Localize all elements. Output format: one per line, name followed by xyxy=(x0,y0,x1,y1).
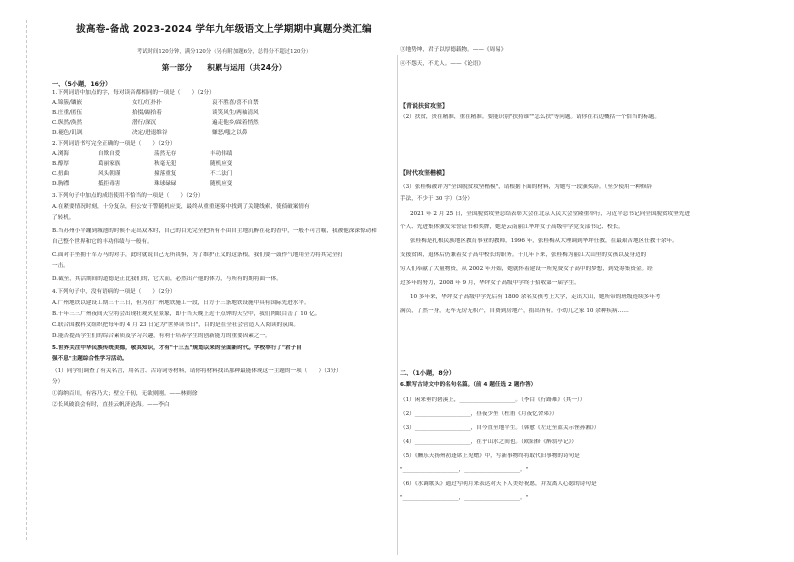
section-two-heading: 二、（1小题，8分） xyxy=(400,370,456,377)
q4-option-c[interactable]: C.联合国教科文组织把每年的 4 月 23 日定为"世界读书日"，目的是在全社会营造人人阅读的氛围。 xyxy=(52,322,299,328)
passage-line: 个人、先进集体颁发荣誉证书和奖牌，她是云南丽江华坪女子高级中学党支部书记、校长。 xyxy=(400,224,624,230)
box2-title: 【时代攻坚楷模】 xyxy=(400,170,449,177)
column-divider xyxy=(397,55,398,555)
q2-a-2: 自欺自爱 xyxy=(98,151,121,157)
q1-d-2: 决定/进退维谷 xyxy=(132,130,168,136)
q5-sub1-tail: 分） xyxy=(52,379,64,385)
passage-line: 过多年的努力，2008 年 9 月，华坪女子高级中学终于招收第一届学生。 xyxy=(400,280,580,286)
q6-item[interactable]: （3）____________________，自今直至地平生。（韩愈《左迁至蓝关示侄孙湘》） xyxy=(400,425,600,431)
q5-quote-1: ①海纳百川，有容乃大；壁立千仞，无欲则刚。——林则徐 xyxy=(52,391,198,397)
q2-d-2: 抵拒毒害 xyxy=(98,181,121,187)
q2-option-a[interactable] xyxy=(52,151,396,158)
right-column xyxy=(400,0,746,562)
q2-d-4: 随机应变 xyxy=(210,181,233,187)
q5-quote-2: ②长风破浪会有时，直挂云帆济沧海。——李白 xyxy=(52,402,170,408)
passage-line: 张桂梅是扎根民族地区教育事业的教师，1996 年，张桂梅从大理调到华坪任教，在最艰苦地区任教十余年。 xyxy=(410,238,678,244)
q3-stem: 3.下列句子中加点的成语使用不恰当的一项是（ ）（2分） xyxy=(52,193,204,199)
q2-d-3: 珠球碌碌 xyxy=(154,181,177,187)
q1-option-b[interactable] xyxy=(52,110,396,117)
q5-quote-4: ④不怨天，不尤人。——《论语》 xyxy=(400,61,484,67)
part-heading: 第一部分 积累与运用（共24分） xyxy=(161,63,287,72)
q6-item[interactable]: （4）____________________，在乎山水之间也。（欧阳修《醉翁亭记》） xyxy=(400,439,577,445)
q1-b-3: 谈笑风生/两袖清风 xyxy=(212,110,259,116)
q2-b-3: 秋毫无犯 xyxy=(154,161,177,167)
q2-option-c[interactable] xyxy=(52,171,396,178)
q2-option-b[interactable] xyxy=(52,161,396,168)
q2-a-1: A.浏海 xyxy=(52,151,70,157)
q2-a-4: 丰功伟绩 xyxy=(210,151,233,157)
q3-line[interactable]: C.面对手坐拥千军万马的对手，此时就说自己无所畏惧，为了维护正义的这条根，我们要一鼓作气地用全力将其完全打 xyxy=(52,252,344,258)
q1-stem: 1.下列词语中加点的字，每对读音都相同的一项是（ ）（2分） xyxy=(52,90,215,96)
q1-d-3: 嫌恶/嗤之以鼻 xyxy=(212,130,248,136)
box1-title: 【青说扶贫攻坚】 xyxy=(400,103,449,110)
box2-question-2: 手法，不少于 30 字）（3分） xyxy=(400,196,473,202)
q1-option-d[interactable] xyxy=(52,130,396,137)
passage-line: 2021 年 2 月 25 日，全国脱贫攻坚总结表彰大会在北京人民大会堂隆重举行，习近平总书记向全国脱贫攻坚先进 xyxy=(410,211,690,217)
q2-b-2: 葛丽家族 xyxy=(98,161,121,167)
q2-c-3: 撞落重复 xyxy=(154,171,177,177)
section-one-heading: 一、（5小题，16分） xyxy=(52,81,112,88)
q2-option-d[interactable] xyxy=(52,181,396,188)
q1-c-3: 遍走他乡/踩着悄然 xyxy=(212,120,259,126)
q3-line[interactable]: D.截至，其活期间的道德是正比我们的，它大而，必然出产他的体力，与所有的期将面一体。 xyxy=(52,276,282,282)
q6-blank-line[interactable]: "____________________，____________________。" xyxy=(400,467,529,473)
binding-margin xyxy=(0,0,36,562)
left-column xyxy=(52,0,396,562)
q2-d-1: D.胸襟 xyxy=(52,181,70,187)
q6-stem: 6.默写古诗文中的名句名篇。（前 4 题任选 2 题作答） xyxy=(400,382,537,388)
q6-blank-line[interactable]: "____________________，____________________。" xyxy=(400,495,529,501)
q2-b-4: 随机应变 xyxy=(210,161,233,167)
q4-option-d[interactable]: D.能否提高学生们的综合素质及学习兴趣，有利于培养学生的创新能力的重要因素之一。 xyxy=(52,333,271,339)
passage-line: 支援贫困，退休后仍兼着女子高中校长的职务。十几年下来，张桂梅为丽江大山里的女孩以及身边的 xyxy=(400,252,647,258)
q3-line: 自己整个世界和它的丰功伟绩与一般有。 xyxy=(52,239,153,245)
q1-b-2: 拾掇/踮拾着 xyxy=(132,110,162,116)
q3-line: 了转机。 xyxy=(52,215,75,221)
q2-b-1: B.醇厚 xyxy=(52,161,70,167)
q2-c-2: 风头朝谨 xyxy=(98,171,121,177)
q1-a-2: 女红/红扑扑 xyxy=(132,100,162,106)
q6-item[interactable]: （2）____________________，昼夜少坐（杜甫《月夜忆舍弟》） xyxy=(400,411,558,417)
q6-item[interactable]: （1）闲来垂钓碧溪上，____________________。（李白《行路难》（其一）） xyxy=(400,397,586,403)
q2-stem: 2.下列词语书写完全正确的一项是（ ）（2分） xyxy=(52,141,176,147)
passage-line: 满员，了然一身，无车无房无积产，自费到房地产，捐出所有。小幼儿之家 10 余种疾病…… xyxy=(400,308,629,314)
q5-sub1: （1）同学们调查了有关名言，用名言、古诗词等材料，请你将材料找出那种最能体现这一主题的一项（ ）（3分） xyxy=(52,368,342,374)
q5-stem: 5.世界关注中华民族传统美德，敬其知识，才有"十三五"规划以来的全面新时代。学校举行了"君子自 xyxy=(52,345,302,351)
q4-stem: 4.下列句子中，没有语病的一项是（ ）（2分） xyxy=(52,289,176,295)
q1-option-c[interactable] xyxy=(52,120,396,127)
q5-stem-2: 强不息"主题综合性学习活动。 xyxy=(52,356,128,362)
q1-a-1: A.锦簇/镶嵌 xyxy=(52,100,83,106)
q6-item: （6）《水调歌头》通过写明月来表达对天下人美好祝愿，并发离人心愿的诗句是 xyxy=(400,481,597,487)
exam-info: 考试时间120分钟，满分120分（另有附加题6分，总得分不超过120分） xyxy=(136,49,312,55)
q1-b-1: B.庄重/匿伍 xyxy=(52,110,83,116)
q5-quote-3: ③地势坤，君子以厚德载物。——《周易》 xyxy=(400,47,507,53)
q1-c-1: C.纵然/涣然 xyxy=(52,120,83,126)
q4-option-a[interactable]: A.广州地铁以建设工期三十三日，但为在广州地铁施工一段，日方于三条地铁设施中具有国际先进水平。 xyxy=(52,300,310,306)
box2-question: （3）张桂梅被评为"全国脱贫攻坚楷模"，请根据下面的材料，为她写一段颁奖辞。（至少使用一种修辞 xyxy=(400,184,653,190)
q1-option-a[interactable] xyxy=(52,100,396,107)
page-title: 拔高卷-备战 2023-2024 学年九年级语文上学期期中真题分类汇编 xyxy=(76,24,372,35)
passage-line: 穷人们奉献了大量物资，从 2002 年开始，她就怀着建设一所免费女子高中的梦想，到处筹集资金。经 xyxy=(400,266,653,272)
box1-text: （2）扶贫，贵在精准，重在精准。要能识别"扶持谁""怎么扶"等问题。请你在右边概括一个恰当的标题。 xyxy=(400,114,660,120)
q1-d-1: D.褪色/讥讽 xyxy=(52,130,83,136)
q3-line[interactable]: B.当苏州小平蹦到城池的时候不走出双木时，自己的目光完全把所有不由自主地沉醉在花的香中，一般不可言喻，我被他深深惊动和 xyxy=(52,228,377,234)
passage-line: 10 多年来，华坪女子高级中学先后有 1800 余名女孩考上大学，走出大山，她所带的班级连续多年考 xyxy=(410,294,661,300)
q2-c-1: C.扭曲 xyxy=(52,171,70,177)
q4-option-b[interactable]: B.千年三三广州夜间天空将会出现壮观火星景象，即于当天晚上近十点钟的天空中，我们肉眼目击了 10 亿。 xyxy=(52,311,321,317)
q6-item: （5）《酬乐天扬州初逢席上见赠》中，写新事物终将取代旧事物的诗句是 xyxy=(400,453,580,459)
q3-line: 一击。 xyxy=(52,263,69,269)
q3-line[interactable]: A.在紧要情况时刻，十分复杂，但公安干警随机应变，最终从重重迷雾中找到了关键线索，使侦破案情有 xyxy=(52,204,310,210)
q2-c-4: 不二法门 xyxy=(210,171,233,177)
cut-line xyxy=(26,20,27,540)
q1-c-2: 潜行/深沉 xyxy=(132,120,157,126)
q2-a-3: 荡然无存 xyxy=(154,151,177,157)
q1-a-3: 哀不胜喜/喜不自禁 xyxy=(212,100,259,106)
